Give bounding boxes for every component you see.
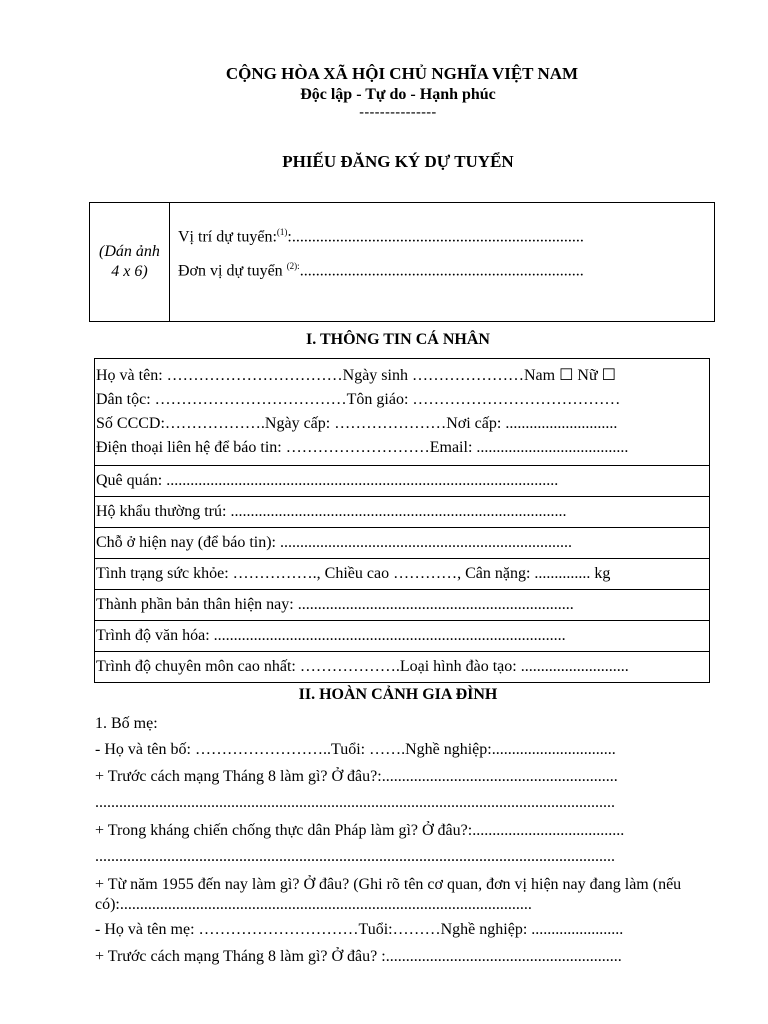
position-note: (1) (276, 227, 288, 237)
ethnicity-religion-field[interactable]: Dân tộc: ………………………………Tôn giáo: ………………………………… (96, 391, 621, 408)
mother-before-revolution-field[interactable]: + Trước cách mạng Tháng 8 làm gì? Ở đâu? :........................................................... (95, 948, 622, 965)
father-resistance-field[interactable]: + Trong kháng chiến chống thực dân Pháp làm gì? Ở đâu?:...................................... (95, 822, 625, 839)
father-before-revolution-field[interactable]: + Trước cách mạng Tháng 8 làm gì? Ở đâu?:........................................................... (95, 768, 618, 785)
father-before-revolution-continued[interactable]: .................................................................................................................................. (95, 794, 615, 811)
country-heading: CỘNG HÒA XÃ HỘI CHỦ NGHĨA VIỆT NAM (225, 64, 579, 83)
id-card-field[interactable]: Số CCCD:……………….Ngày cấp: …………………Nơi cấp: ............................ (96, 415, 618, 432)
professional-qualification-field[interactable]: Trình độ chuyên môn cao nhất: ……………….Loại hình đào tạo: ........................... (95, 651, 709, 682)
unit-line (178, 261, 584, 280)
mother-name-field[interactable]: - Họ và tên mẹ: …………………………Tuổi:………Nghề nghiệp: ....................... (95, 921, 624, 938)
health-status-field[interactable]: Tình trạng sức khỏe: ……………., Chiều cao …………, Cân nặng: .............. kg (95, 558, 709, 589)
phone-email-field[interactable]: Điện thoại liên hệ để báo tin: ………………………Email: ...................................... (96, 439, 629, 456)
form-title: PHIẾU ĐĂNG KÝ DỰ TUYỂN (282, 152, 514, 171)
father-since-1955-field[interactable]: + Từ năm 1955 đến nay làm gì? Ở đâu? (Ghi rõ tên cơ quan, đơn vị hiện nay đang làm (nếu có):....................................................................................................... (95, 876, 682, 913)
parents-heading: 1. Bố mẹ: (95, 715, 158, 732)
father-resistance-continued[interactable]: .................................................................................................................................. (95, 848, 615, 865)
position-field[interactable]: :......................................................................... (287, 228, 584, 246)
photo-placeholder: (Dán ảnh 4 x 6) (90, 203, 170, 321)
header-separator: --------------- (359, 105, 437, 120)
current-address-field[interactable]: Chỗ ở hiện nay (để báo tin): ......................................................................... (95, 527, 709, 558)
permanent-residence-field[interactable]: Hộ khẩu thường trú: .................................................................................... (95, 496, 709, 527)
social-class-field[interactable]: Thành phần bản thân hiện nay: ..................................................................... (95, 589, 709, 620)
unit-label: Đơn vị dự tuyển (178, 262, 287, 280)
unit-note: (2): (286, 261, 300, 271)
name-birth-gender-field[interactable]: Họ và tên: ……………………………Ngày sinh …………………Nam ☐ Nữ ☐ (96, 367, 616, 384)
position-label: Vị trí dự tuyển: (178, 228, 277, 246)
section-personal-info-title: I. THÔNG TIN CÁ NHÂN (306, 331, 490, 348)
position-line (178, 227, 584, 246)
father-name-field[interactable]: - Họ và tên bố: ……………………..Tuổi: …….Nghề nghiệp:............................... (95, 741, 616, 758)
personal-details-row (95, 359, 709, 465)
unit-field[interactable]: ....................................................................... (299, 262, 584, 280)
motto-heading: Độc lập - Tự do - Hạnh phúc (300, 86, 496, 103)
hometown-field[interactable]: Quê quán: .................................................................................................. (95, 465, 709, 496)
education-level-field[interactable]: Trình độ văn hóa: ........................................................................................ (95, 620, 709, 651)
personal-info-table (94, 358, 710, 683)
photo-position-box (89, 202, 715, 322)
section-family-title: II. HOÀN CẢNH GIA ĐÌNH (298, 686, 498, 703)
